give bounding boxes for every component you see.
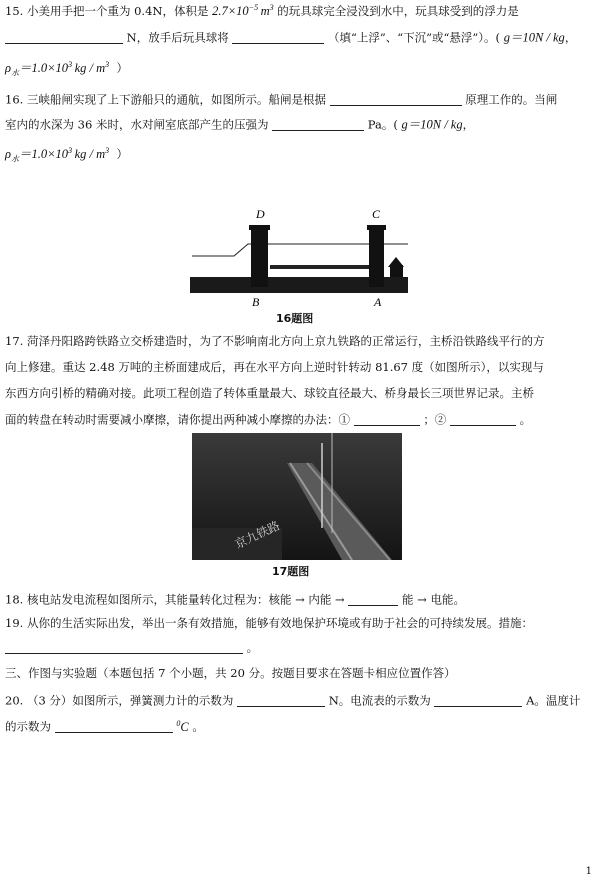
q18-text: 18. 核电站发电流程如图所示，其能量转化过程为：核能 → 内能 → — [5, 592, 345, 607]
q16-text: Pa。( — [367, 117, 398, 132]
section3-title: 三、作图与实验题（本题包括 7 个小题，共 20 分。按题目要求在答题卡相应位置作答） — [5, 666, 456, 680]
q16-gravity: g＝10N / kg — [401, 117, 463, 132]
q17-line3: 东西方向引桥的精确对接。此项工程创造了转体重量最大、球铰直径最大、桥身最长三项世界记录。主桥 — [5, 386, 534, 400]
q15-line3: $\rho_水=1.0\times 10^3$ kg / $m^3$ ） — [5, 59, 128, 78]
q18-text: 能 → 电能。 — [402, 592, 465, 607]
label-c: C — [372, 207, 381, 221]
gate-d-cap — [249, 225, 270, 230]
q16-text: 室内的水深为 36 米时，水对闸室底部产生的压强为 — [5, 117, 269, 132]
q17-text: ；② — [423, 412, 447, 427]
q15-text: （填“上浮”、“下沉”或“悬浮”）。( — [328, 30, 501, 45]
q19-line1: 19. 从你的生活实际出发，举出一条有效措施，能够有效地保护环境或有助于社会的可持续发展。措施： — [5, 616, 533, 630]
q15-volume: $2.7\times 10^{-5}$ $m^3$ — [212, 2, 274, 18]
ship-lock-figure — [190, 205, 415, 310]
label-d: D — [256, 207, 265, 221]
q20-temp-blank[interactable] — [55, 720, 173, 733]
q15-motion-blank[interactable] — [232, 31, 324, 44]
label-b: B — [252, 295, 260, 309]
q17-text: 面的转盘在转动时需要减小摩擦，请你提出两种减小摩擦的办法：① — [5, 412, 350, 427]
q17-line1: 17. 菏泽丹阳路跨铁路立交桥建造时，为了不影响南北方向上京九铁路的正常运行，主桥沿铁路线平行的方 — [5, 334, 545, 348]
q20-text: 20. （3 分）如图所示，弹簧测力计的示数为 — [5, 693, 234, 708]
rail-sign-text: 京九铁路 — [232, 518, 283, 552]
q16-text: 16. 三峡船闸实现了上下游船只的通航，如图所示。船闸是根据 — [5, 92, 326, 107]
q15-line1 — [5, 2, 519, 18]
q17-line2: 向上修建。重达 2.48 万吨的主桥面建成后，再在水平方向上逆时针转动 81.67 度（如图所示），以实现与 — [5, 360, 544, 374]
gate-c — [369, 227, 384, 287]
q15-text: 15. 小美用手把一个重为 0.4N，体积是 — [5, 4, 209, 18]
q15-buoyancy-blank[interactable] — [5, 31, 123, 44]
q17-method2-blank[interactable] — [450, 413, 516, 426]
q15-density: $\rho_水=1.0\times 10^3$ kg / $m^3$ — [5, 59, 110, 78]
q20-line2: 的示数为 $^0$C 。 — [5, 718, 204, 734]
q20-unit: $^0$C — [176, 718, 189, 734]
page-number: 1 — [585, 866, 592, 877]
q16-line3: $\rho_水=1.0\times 10^3$ kg / $m^3$ ） — [5, 145, 128, 164]
q20-text: 的示数为 — [5, 719, 51, 734]
gate-c-cap — [367, 225, 386, 230]
q20-line1 — [5, 694, 580, 707]
q16-line1 — [5, 93, 557, 106]
q16-text: 原理工作的。当闸 — [465, 92, 558, 107]
q20-force-blank[interactable] — [237, 694, 325, 707]
q20-current-blank[interactable] — [434, 694, 522, 707]
q16-density: $\rho_水=1.0\times 10^3$ kg / $m^3$ — [5, 145, 110, 164]
q16-principle-blank[interactable] — [330, 93, 462, 106]
label-a: A — [374, 295, 382, 309]
q20-text: A。温度计 — [526, 693, 581, 708]
q17-method1-blank[interactable] — [354, 413, 420, 426]
q15-text: N，放手后玩具球将 — [126, 30, 229, 45]
q15-text: 的玩具球完全浸没到水中，玩具球受到的浮力是 — [277, 4, 519, 18]
house-body — [390, 265, 403, 277]
q19-line2: 。 — [5, 641, 258, 654]
q17-line4: 面的转盘在转动时需要减小摩擦，请你提出两种减小摩擦的办法：① ；② 。 — [5, 412, 532, 427]
figure16-caption: 16题图 — [276, 312, 314, 325]
q16-line2: 室内的水深为 36 米时，水对闸室底部产生的压强为 Pa。( g＝10N / kg， — [5, 117, 475, 132]
q16-pressure-blank[interactable] — [272, 118, 364, 131]
gate-d — [251, 227, 268, 287]
figure17-caption: 17题图 — [272, 565, 310, 578]
bridge-photo — [192, 433, 402, 560]
q19-measure-blank[interactable] — [5, 641, 243, 654]
q20-text: N。电流表的示数为 — [328, 693, 431, 708]
q18-line — [5, 593, 465, 606]
bridge-photo-drawing — [192, 433, 402, 560]
q18-energy-blank[interactable] — [348, 593, 398, 606]
q15-gravity: g＝10N / kg — [503, 30, 565, 45]
q15-line2: N，放手后玩具球将 （填“上浮”、“下沉”或“悬浮”）。( g＝10N / kg， — [5, 31, 576, 44]
